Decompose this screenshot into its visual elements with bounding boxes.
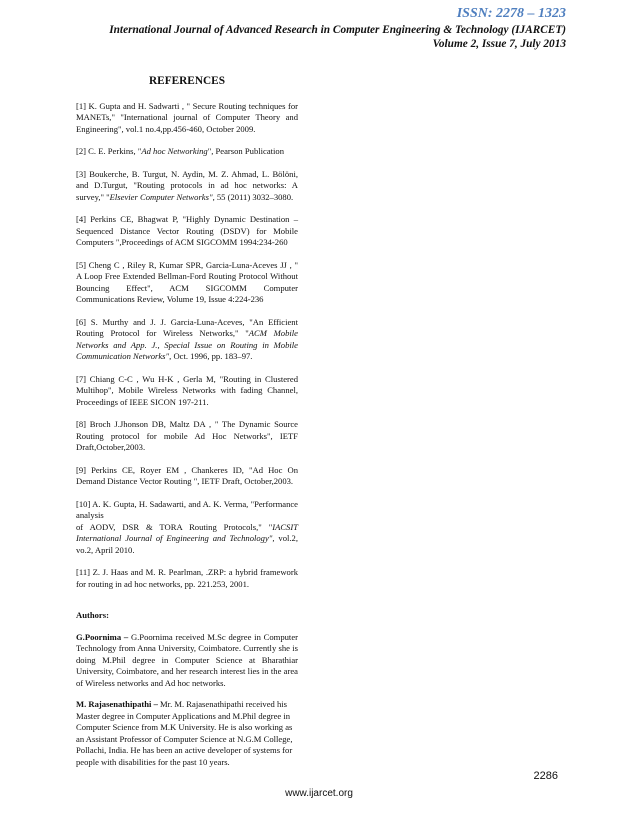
reference-7: [7] Chiang C-C , Wu H-K , Gerla M, "Routing in Clustered Multihop", Mobile Wireless Networks with fading Channel, Proceedings of IEEE SICON 197-211.	[76, 373, 298, 407]
reference-5: [5] Cheng C , Riley R, Kumar SPR, Garcia-Luna-Aceves JJ , " A Loop Free Extended Bellman-Ford Routing Protocol Without Bouncing Effect", ACM SIGCOMM Computer Communications Review, Volume 19, Issue 4:224-236	[76, 259, 298, 304]
journal-volume: Volume 2, Issue 7, July 2013	[432, 38, 566, 50]
page-number: 2286	[533, 770, 558, 782]
reference-9: [9] Perkins CE, Royer EM , Chankeres ID, "Ad Hoc On Demand Distance Vector Routing ", IETF Draft, October,2003.	[76, 464, 298, 486]
author-bio-2: M. Rajasenathipathi – Mr. M. Rajasenathipathi received his Master degree in Computer Applications and M.Phil degree in Computer Science from M.K University. He is also working as an Assistant Professor of Computer Science at N.G.M College, Pollachi, India. He has been an active developer of systems for people with disabilities for the past 10 years.	[76, 699, 293, 767]
issn: ISSN: 2278 – 1323	[456, 6, 566, 21]
authors-heading: Authors:	[76, 610, 109, 620]
reference-2: [2] C. E. Perkins, "Ad hoc Networking", Pearson Publication	[76, 146, 285, 156]
reference-6: [6] S. Murthy and J. J. Garcia-Luna-Aceves, "An Efficient Routing Protocol for Wireless Networks," "ACM Mobile Networks and App. J., Special Issue on Routing in Mobile Communication Networks", Oct. 1996, pp. 183–97.	[76, 316, 298, 361]
journal-title: International Journal of Advanced Research in Computer Engineering & Technology (IJARCET)	[109, 24, 566, 36]
author-bio-1: G.Poornima – G.Poornima received M.Sc degree in Computer Technology from Anna University, Coimbatore. Currently she is doing M.Phil degree in Computer Science at Bharathiar University, Coimbatore, and her research interest lies in the area of Wireless networks and Ad hoc networks.	[76, 631, 298, 688]
reference-4: [4] Perkins CE, Bhagwat P, "Highly Dynamic Destination – Sequenced Distance Vector Routing (DSDV) for Mobile Computers ",Proceedings of ACM SIGCOMM 1994:234-260	[76, 214, 298, 247]
footer-url: www.ijarcet.org	[285, 788, 353, 799]
reference-3: [3] Boukerche, B. Turgut, N. Aydin, M. Z. Ahmad, L. Bölöni, and D.Turgut, "Routing protocols in ad hoc networks: A survey," "Elsevier Computer Networks", 55 (2011) 3032–3080.	[76, 168, 298, 202]
reference-10: [10] A. K. Gupta, H. Sadawarti, and A. K. Verma, "Performance analysis of AODV, DSR & TORA Routing Protocols," "IACSIT International Journal of Engineering and Technology", vol.2, vo.2, April 2010.	[76, 498, 298, 555]
references-heading: REFERENCES	[149, 75, 225, 87]
reference-8: [8] Broch J.Jhonson DB, Maltz DA , " The Dynamic Source Routing protocol for mobile Ad Hoc Networks", IETF Draft,October,2003.	[76, 419, 298, 452]
reference-11: [11] Z. J. Haas and M. R. Pearlman, .ZRP: a hybrid framework for routing in ad hoc networks, pp. 221.253, 2001.	[76, 567, 298, 589]
reference-1: [1] K. Gupta and H. Sadwarti , " Secure Routing techniques for MANETs," "International journal of Computer Theory and Engineering", vol.1 no.4,pp.456-460, October 2009.	[76, 100, 298, 134]
text-column	[76, 76, 298, 778]
